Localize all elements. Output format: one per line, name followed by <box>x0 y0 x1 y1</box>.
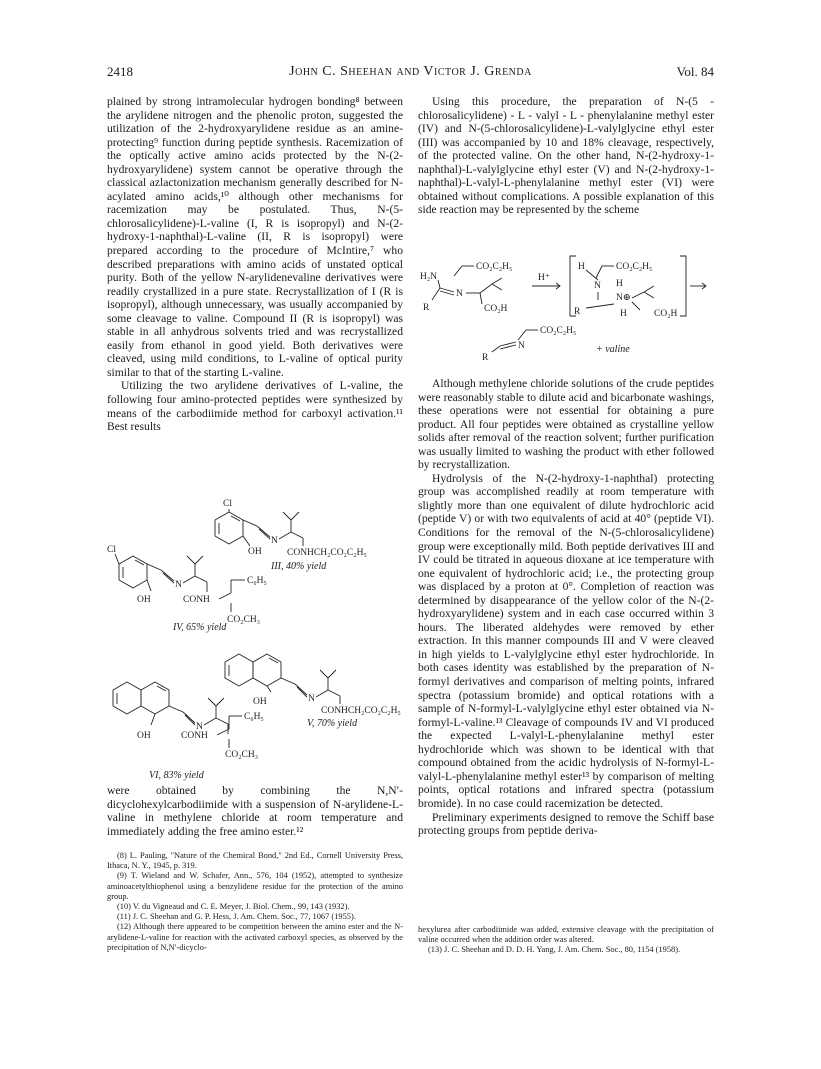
conh-label: CONH <box>183 595 210 605</box>
hydroxyl-label: OH <box>253 697 267 707</box>
footnote-12: (12) Although there appeared to be competition between the amino ester and the N-arylidene-L-valine for reaction with the activated carboxyl species, as observed by the precipitation of N,N′-dicyclo- <box>107 922 403 952</box>
r-label: R <box>482 353 489 363</box>
reaction-scheme <box>418 248 714 370</box>
caption-IV: IV, 65% yield <box>173 622 227 633</box>
paragraph: Hydrolysis of the N-(2-hydroxy-1-naphthal) protecting group was accomplished readily at room temperature with slightly more than one equivalent of dilute hydrochloric acid (peptide V) or with two equivalents of acid at 40° (peptide VI). Conditions for the removal of the N-(5-chlorosalicylidene) group were exceptionally mild. Both peptide derivatives III and IV could be titrated in aqueous dioxane at ice temperature with one equivalent of hydrochloric acid; i.e., the protecting group was displaced by a proton at 0°. Completion of reaction was determined by disappearance of the yellow color of the N-(2-hydroxyarylidene) system and in each case occurred within 3 hours. The liberated aldehydes were removed by ether extraction. In this manner compounds III and V were cleaved in high yields to L-valylglycine ethyl ester hydrochloride. In both cases identity was established by the preparation of N-formyl derivatives and comparison of melting points, infrared spectra (potassium bromide) and optical rotations with a sample of N-formyl-L-valylglycine ethyl ester obtained via N-formyl-L-valine.¹³ Cleavage of compounds IV and VI produced the expected L-valyl-L-phenylalanine methyl ester hydrochloride which was shown to be identical with that compound obtained from the acidic hydrolysis of N-formyl-L-valyl-L-phenylalanine methyl ester¹³ by comparison of melting points, optical rotations and infrared spectra (potassium bromide). In no case could racemization be detected. <box>418 471 714 810</box>
hydroxyl-label: OH <box>137 595 151 605</box>
acid-label: CO₂H <box>654 309 678 319</box>
h-label: H <box>620 309 627 319</box>
chloro-label: Cl <box>223 499 232 509</box>
hydroxyl-label: OH <box>248 547 262 557</box>
footnote-11: (11) J. C. Sheehan and G. P. Hess, J. Am. Chem. Soc., 77, 1067 (1955). <box>117 912 356 922</box>
nplus-label: N⊕ <box>616 293 631 303</box>
r-label: R <box>574 307 581 317</box>
ester-label: CO₂CH₃ <box>225 750 259 760</box>
paragraph: Preliminary experiments designed to remove the Schiff base protecting groups from peptide deriva- <box>418 810 714 838</box>
scheme-product <box>482 326 630 363</box>
paragraph: Utilizing the two arylidene derivatives of L-valine, the following four amino-protected peptides were synthesized by means of the carbodiimide method for carboxyl activation.¹¹ Best results <box>107 379 403 434</box>
h-label: H <box>578 262 585 272</box>
footnotes-right <box>418 925 714 956</box>
svg-text:N: N <box>196 722 203 732</box>
right-column-top <box>418 95 714 217</box>
amide-label: CONHCH₂CO₂C₂H₅ <box>287 548 367 558</box>
footnote-8: (8) L. Pauling, "Nature of the Chemical Bond," 2nd Ed., Cornell University Press, Ithaca, N. Y., 1945, p. 319. <box>107 851 403 871</box>
caption-V: V, 70% yield <box>307 718 358 729</box>
svg-text:N: N <box>175 580 182 590</box>
left-column-top <box>107 95 403 434</box>
paragraph: Using this procedure, the preparation of N-(5 - chlorosalicylidene) - L - valyl - L - phenylalanine methyl ester (IV) and N-(5-chlorosalicylidene)-L-valylglycine ethyl ester (III) was accompanied by 10 and 18% cleavage, respectively, of the protected valine. On the other hand, N-(2-hydroxy-1-naphthal)-L-valylglycine ethyl ester (V) and N-(2-hydroxy-1-naphthal)-L-valyl-L-phenylalanine methyl ester (VI) were obtained without complications. A possible explanation of this side reaction may be represented by the scheme <box>418 95 714 217</box>
volume-label: Vol. 84 <box>676 64 714 79</box>
paragraph: plained by strong intramolecular hydrogen bonding⁸ between the arylidene nitrogen and the phenolic proton, suggested the utilization of the 2-hydroxyarylidene residue as an amine-protecting⁹ function during peptide synthesis. Racemization of the optically active amino acids protected by the N-(2-hydroxyarylidene) system cannot be operative through the classical azlactonization mechanism generally described for N-acylated amino acids,¹⁰ although other mechanisms for racemization may be postulated. Thus, N-(5-chlorosalicylidene)-L-valine (I, R is isopropyl) and N-(2-hydroxy-1-naphthal)-L-valine (II, R is isopropyl) were prepared according to the procedure of McIntire,⁷ who described preparations with amino acids of unstated optical purity. Both of the yellow N-arylidenevaline derivatives were readily crystallized in a pure state. Recrystallization of I (R is isopropyl), although unnecessary, was usually accompanied by some cleavage to valine. Compound II (R is isopropyl) was stable in all anhydrous solvents tried and was recrystallized easily from ethanol in good yield. Both derivatives were cleaved, using mild conditions, to L-valine of optical purity similar to that of the starting L-valine. <box>107 95 403 379</box>
r-label: R <box>423 303 430 313</box>
footnote-9: (9) T. Wieland and W. Schafer, Ann., 576, 104 (1952), attempted to synthesize aminoacetylthiophenol using a benzylidene residue for the protection of the amino group. <box>107 871 403 901</box>
footnote-13: (13) J. C. Sheehan and D. D. H. Yang, J. Am. Chem. Soc., 80, 1154 (1958). <box>428 945 681 955</box>
footnote-12-continued: hexylurea after carbodiimide was added, extensive cleavage with the precipitation of valine occurred when the addition order was altered. <box>418 925 714 945</box>
n-label: N <box>594 281 601 291</box>
scheme-intermediate <box>570 256 686 319</box>
structure-IV <box>107 545 267 633</box>
svg-text:N: N <box>308 694 315 704</box>
structure-figure <box>107 494 407 782</box>
imine-n-label: N <box>518 341 525 351</box>
amine-label: H₂N <box>420 272 438 282</box>
scheme-reactant <box>420 262 512 314</box>
conh-label: CONH <box>181 731 208 741</box>
ester-label: CO₂C₂H₅ <box>476 262 513 272</box>
structure-III <box>215 499 367 572</box>
footnotes-left <box>107 851 403 953</box>
proton-label: H⁺ <box>538 273 550 283</box>
caption-VI: VI, 83% yield <box>149 770 204 781</box>
h-label: H <box>616 279 623 289</box>
phenyl-label: C₆H₅ <box>244 712 264 722</box>
phenyl-label: C₆H₅ <box>247 576 267 586</box>
running-authors: John C. Sheehan and Victor J. Grenda <box>289 64 532 79</box>
ester-label: CO₂CH₃ <box>227 615 261 625</box>
right-column-bottom <box>418 377 714 838</box>
page-number: 2418 <box>107 64 133 79</box>
page-header <box>107 64 714 84</box>
acid-label: CO₂H <box>484 304 508 314</box>
valine-label: + valine <box>596 344 630 355</box>
footnote-10: (10) V. du Vigneaud and C. E. Meyer, J. Biol. Chem., 99, 143 (1932). <box>117 902 350 912</box>
hydroxyl-label: OH <box>137 731 151 741</box>
svg-text:N: N <box>271 536 278 546</box>
amide-label: CONHCH₂CO₂C₂H₅ <box>321 706 401 716</box>
paragraph: Although methylene chloride solutions of the crude peptides were reasonably stable to dilute acid and bicarbonate washings, these operations were not essential for obtaining a pure product. All four peptides were obtained as crystalline yellow solids after removal of the reaction solvent; further purification was usually limited to washing the product with ether followed by recrystallization. <box>418 377 714 472</box>
chloro-label: Cl <box>107 545 116 555</box>
caption-III: III, 40% yield <box>271 561 327 572</box>
structure-VI <box>113 682 264 781</box>
left-column-bottom <box>107 784 403 838</box>
ester-label: CO₂C₂H₅ <box>540 326 577 336</box>
imine-n-label: N <box>456 289 463 299</box>
ester-label: CO₂C₂H₅ <box>616 262 653 272</box>
paragraph: were obtained by combining the N,N′-dicyclohexylcarbodiimide with a suspension of N-arylidene-L-valine in methylene chloride at room temperature and immediately adding the free amino ester.¹² <box>107 784 403 838</box>
